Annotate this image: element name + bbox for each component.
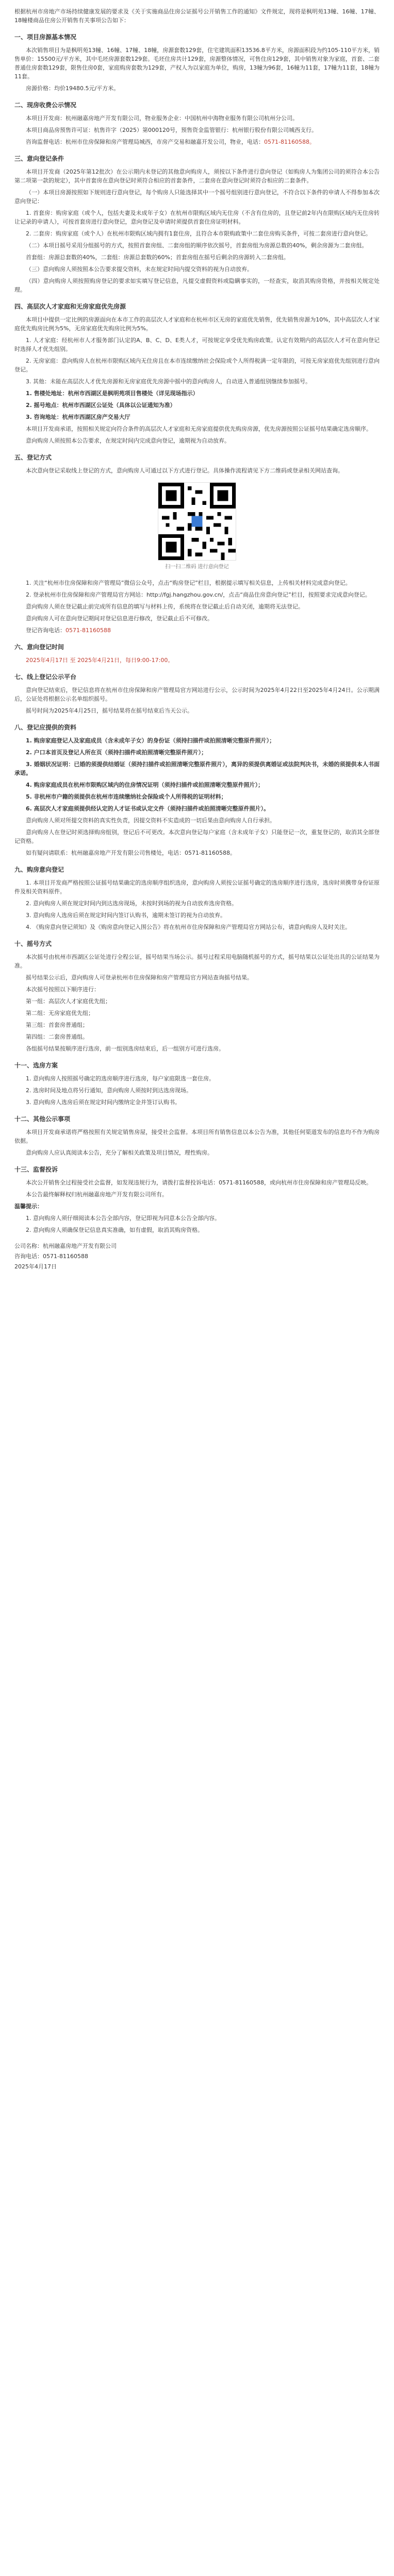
paragraph: 意向登记结束后，登记信息将在杭州市住房保障和房产管理局官方网站进行公示，公示时间为2025年4月22日至2025年4月24日。公示期满后，公证处将根据公示名单组织摇号。: [14, 687, 380, 702]
section-intent: [14, 866, 380, 931]
paragraph: （三）意向购房人须按照本公告要求提交资料，未在规定时间内提交资料的视为自动放弃。: [26, 266, 253, 273]
note-title: 温馨提示：: [14, 1203, 43, 1210]
section-supervision: [14, 1165, 380, 1234]
paragraph: 本公告最终解释权归杭州融嘉房地产开发有限公司所有。: [26, 1191, 168, 1198]
address-line: 1. 售楼处地址：杭州市西湖区是枫明苑项目售楼处（详见现场指示）: [26, 390, 199, 397]
qr-code-icon[interactable]: [158, 482, 236, 561]
material-item: 2. 户口本首页及登记人所在页（须持扫描件或拍照清晰完整原件照片）；: [26, 749, 207, 756]
section-title: 六、意向登记时间: [14, 643, 64, 651]
section-title: 五、登记方式: [14, 454, 52, 461]
paragraph: 登记咨询电话：0571-81160588: [26, 627, 111, 634]
paragraph: 摇号时间为2025年4月25日，摇号结果将在摇号结束后当天公示。: [26, 707, 193, 714]
section-title: 三、意向登记条件: [14, 155, 64, 162]
qr-code-block: [14, 482, 380, 571]
material-item: 5. 非杭州市户籍的须提供在杭州市连续缴纳社会保险或个人所得税的证明材料；: [26, 793, 227, 800]
paragraph: 1. 人才家庭：经杭州市人才服务部门认定的A、B、C、D、E类人才，可按规定享受优先购房政策。认定有效期内的高层次人才可在意向登记时选择人才优先组别。: [14, 337, 380, 352]
paragraph: 本次公开销售全过程接受社会监督，如发现违规行为，请拨打监督投诉电话：0571-81160588，或向杭州市住房保障和房产管理局反映。: [26, 1179, 372, 1186]
list-item: 第一组：高层次人才家庭优先组；: [26, 998, 111, 1005]
paragraph: 本次摇号按照以下顺序进行：: [26, 986, 100, 993]
section-title: 四、高层次人才家庭和无房家庭优先房源: [14, 303, 126, 310]
publish-date: 2025年4月17日: [14, 1263, 57, 1270]
paragraph: 本项目开发商承诺将严格按照有关规定销售房屋，接受社会监督。本项目所有销售信息以本公告为准，其他任何渠道发布的信息均不作为购房依据。: [14, 1129, 380, 1144]
paragraph: （四）意向购房人须按照购房登记的要求如实填写登记信息，凡提交虚假资料或隐瞒事实的，一经查实，取消其购房资格，并按相关规定处理。: [14, 278, 380, 293]
section-platform: [14, 673, 380, 715]
phone-number: 0571-81160588。: [264, 139, 315, 145]
section-title: 十一、选房方案: [14, 1062, 58, 1069]
paragraph: 本项目中提供一定比例的房源面向在本市工作的高层次人才家庭和在杭州市区无房的家庭优先销售，优先销售房源为10%，其中高层次人才家庭优先购房比例为5%，无房家庭优先购房比例为5%。: [14, 316, 380, 332]
section-title: 十三、监督投诉: [14, 1166, 58, 1173]
paragraph: 2. 选房时间及地点将另行通知，意向购房人须按时到达选房现场。: [26, 1087, 192, 1094]
section-title: 八、登记应提供的资料: [14, 724, 77, 731]
section-materials: [14, 723, 380, 857]
section-title: 二、现房收费公示情况: [14, 101, 77, 109]
material-item: 6. 高层次人才家庭须提供经认定的人才证书或认定文件（须持扫描件或拍照清晰完整原件照片）。: [26, 805, 270, 812]
paragraph: 本次摇号由杭州市西湖区公证处进行全程公证，摇号结果当场公示。摇号过程采用电脑随机摇号的方式，摇号结果以公证处出具的公证结果为准。: [14, 954, 380, 969]
paragraph: 咨询监督电话：杭州市住房保障和房产管理局城西，市房产交易和融嘉开发公司，物业，电话：0571-81160588。: [26, 139, 315, 145]
section-conditions: [14, 155, 380, 294]
paragraph: 4. 《购房意向登记须知》及《购房意向登记入围公告》将在杭州市住房保障和房产管理局官方网站公布，请意向购房人及时关注。: [26, 924, 351, 930]
section-lottery: [14, 940, 380, 1053]
section-registration-method: [14, 453, 380, 635]
paragraph: 2. 意向购房人须确保登记信息真实准确，如有虚假，取消其购房资格。: [26, 1227, 203, 1233]
paragraph: 本项目开发商：杭州融嘉房地产开发有限公司，物业服务企业：中国杭州中海物业服务有限公司杭州分公司。: [26, 115, 298, 122]
paragraph: 3. 其他：未能在高层次人才优先房源和无房家庭优先房源中摇中的意向购房人，自动进入普通组别继续参加摇号。: [26, 378, 311, 385]
paragraph: 意向购房人在登记时须选择购房组别，登记后不可更改。本次意向登记每户家庭（含未成年子女）只能登记一次，重复登记的，取消其全部登记资格。: [14, 829, 380, 844]
paragraph: 本项目开发商（2025年第12批次）在公示期内未登记的其他意向购房人，须按以下条件进行意向登记（如购房人为集团公司的须符合本公告第二项第一款的规定），其中首套房在意向登记时须符合相应的首套条件，二套房在意向登记时须符合相应的二套条件。: [14, 168, 380, 184]
paragraph: 1. 关注“杭州市住房保障和房产管理局”微信公众号，点击“购房登记”栏目，根据提示填写相关信息，上传相关材料完成意向登记。: [26, 580, 351, 586]
registration-time: 2025年4月17日 至 2025年4月21日，每日9:00-17:00。: [26, 657, 174, 664]
paragraph: 2. 无房家庭：意向购房人在杭州市限购区域内无住房且在本市连续缴纳社会保险或个人所得税满一定年限的，可按无房家庭优先组别进行意向登记。: [14, 358, 380, 373]
section-title: 七、线上登记公示平台: [14, 673, 77, 681]
section-priority: [14, 302, 380, 445]
paragraph: 2. 二套房：购房家庭（或个人）在杭州市限购区域内拥有1套住房，且符合本市限购政策中二套住房购买条件，可按二套房进行意向登记。: [26, 230, 371, 237]
phone-number: 0571-81160588: [65, 627, 111, 634]
section-registration-time: [14, 643, 380, 665]
paragraph: 如有疑问请联系：杭州融嘉房地产开发有限公司售楼处，电话：0571-81160588。: [26, 850, 236, 856]
paragraph: 意向购房人可在意向登记期间对登记信息进行修改，登记截止后不可修改。: [26, 615, 213, 622]
address-line: 2. 摇号地点：杭州市西湖区公证处（具体以公证通知为准）: [26, 402, 176, 409]
paragraph: 1. 首套房：购房家庭（或个人，包括夫妻及未成年子女）在杭州市限购区域内无住房（不含有住房的，且登记前2年内在限购区域内无住房转让记录的申请人），可按首套房进行意向登记，意向登记及申请时须提供首套住房证明材料。: [14, 210, 380, 225]
paragraph: 本项目商品房预售许可证：杭售许字（2025）第000120号，预售资金监管银行：杭州银行股份有限公司城西支行。: [26, 127, 317, 133]
paragraph: 3. 意向购房人选房后须在规定时间内签订认购书，逾期未签订的视为自动放弃。: [26, 912, 226, 919]
qr-caption: 扫一扫二维码 进行意向登记: [165, 564, 229, 570]
paragraph: 房源价格：均价19480.5元/平方米。: [26, 85, 120, 92]
paragraph: 1. 意向购房人按照摇号确定的选房顺序进行选房，每户家庭限选一套住房。: [26, 1075, 215, 1082]
paragraph: 1. 本项目开发商严格按照公证摇号结果确定的选房顺序组织选房，意向购房人须按公证摇号确定的选房顺序进行选房，选房时须携带身份证原件及相关资料原件。: [14, 879, 380, 895]
material-item: 4. 购房家庭成员在杭州市限购区域内的住房情况证明（须持扫描件或拍照清晰完整原件照片）；: [26, 782, 264, 788]
paragraph: 摇号结果公示后，意向购房人可登录杭州市住房保障和房产管理局官方网站查询摇号结果。: [26, 974, 253, 981]
paragraph: 首套组：房源总套数的40%，二套组：房源总套数的60%；首套房组在摇号后剩余的房源转入二套房组。: [26, 254, 289, 261]
section-selection: [14, 1061, 380, 1107]
paragraph: （一）本项目房源按照如下规则进行意向登记，每个购房人只能选择其中一个摇号组别进行意向登记，不符合以下条件的申请人不得参加本次意向登记：: [14, 189, 380, 205]
paragraph: 2. 意向购房人须在规定时间内到达选房现场，未按时到场的视为自动放弃选房资格。: [26, 900, 237, 907]
section-title: 十二、其他公示事项: [14, 1115, 71, 1123]
paragraph: 意向购房人须在登记截止前完成所有信息的填写与材料上传，系统将在登记截止后自动关闭，逾期将无法登记。: [26, 603, 304, 610]
paragraph: 2. 登录杭州市住房保障和房产管理局官方网站：http://fgj.hangzhou.gov.cn/，点击“商品住房意向登记”栏目，按照要求完成意向登记。: [26, 591, 371, 598]
section-housing: [14, 33, 380, 93]
section-title: 一、项目房源基本情况: [14, 33, 77, 41]
contact-phone: 咨询电话：0571-81160588: [14, 1253, 88, 1260]
list-item: 第三组：首套房普通组；: [26, 1022, 88, 1028]
paragraph: 意向购房人须按照本公告要求，在规定时间内完成意向登记，逾期视为自动放弃。: [26, 437, 230, 444]
paragraph: 1. 意向购房人须仔细阅读本公告全部内容，登记即视为同意本公告全部内容。: [26, 1215, 220, 1222]
section-title: 九、购房意向登记: [14, 866, 64, 873]
section-title: 十、摇号方式: [14, 940, 52, 947]
material-item: 1. 购房家庭登记人及家庭成员（含未成年子女）的身份证（须持扫描件或拍照清晰完整原件照片）；: [26, 737, 275, 744]
signature-block: [14, 1242, 380, 1271]
address-line: 3. 咨询地址：杭州市西湖区房产交易大厅: [26, 414, 130, 420]
paragraph: 本项目开发商承诺，按照相关规定向符合条件的高层次人才家庭和无房家庭提供优先购房房源，优先房源按照公证摇号结果确定选房顺序。: [26, 426, 372, 432]
paragraph: （二）本项目摇号采用分组摇号的方式，按照首套房组、二套房组的顺序依次摇号，首套房组为房源总数的40%，剩余房源为二套房组。: [26, 242, 368, 249]
section-other: [14, 1115, 380, 1157]
paragraph: 各组摇号结果按顺序进行选房，前一组别选房结束后，后一组别方可进行选房。: [26, 1045, 224, 1052]
paragraph: 3. 意向购房人选房后须在规定时间内缴纳定金并签订认购书。: [26, 1099, 180, 1106]
paragraph: 意向购房人应认真阅读本公告，充分了解相关政策及项目情况，理性购房。: [26, 1149, 213, 1156]
paragraph: 意向购房人须对所提交资料的真实性负责，因提交资料不实造成的一切后果由意向购房人自行承担。: [26, 817, 275, 824]
section-fees: [14, 101, 380, 146]
paragraph: 本次销售项目为是枫明苑13幢、16幢、17幢、18幢，房源套数129套，住宅建筑面积13536.8平方米，房源面积段为约105-110平方米，销售单价：15500元/平方米，其中毛坯房源套数129套。毛坯住房共计129套，房源整体情况，可售住房129套，其中销售对象为家庭，首套、二套普通住房套数129套，限售住房0套，家庭购房套数为129套，产权人为以家庭为单位，购房，13幢为96套，16幢为11套，17幢为11套，18幢为11套。: [14, 47, 380, 80]
material-item: 3. 婚姻状况证明：已婚的须提供结婚证（须持扫描件或拍照清晰完整原件照片），离异的须提供离婚证或法院判决书，未婚的须提供本人书面承诺。: [14, 761, 380, 776]
intro-paragraph: 根据杭州市房地产市场持续健康发展的要求及《关于实施商品住房公证摇号公开销售工作的通知》文件规定，现将是枫明苑13幢、16幢、17幢、18幢楼商品住房公开销售有关事项公告如下：: [14, 8, 380, 24]
list-item: 第四组：二套房普通组。: [26, 1033, 88, 1040]
paragraph: 本次意向登记采取线上登记的方式，意向购房人可通过以下方式进行登记。具体操作流程请见下方二维码或登录相关网站查询。: [26, 467, 343, 474]
company-name: 公司名称：杭州融嘉房地产开发有限公司: [14, 1243, 117, 1249]
list-item: 第二组：无房家庭优先组；: [26, 1010, 94, 1016]
